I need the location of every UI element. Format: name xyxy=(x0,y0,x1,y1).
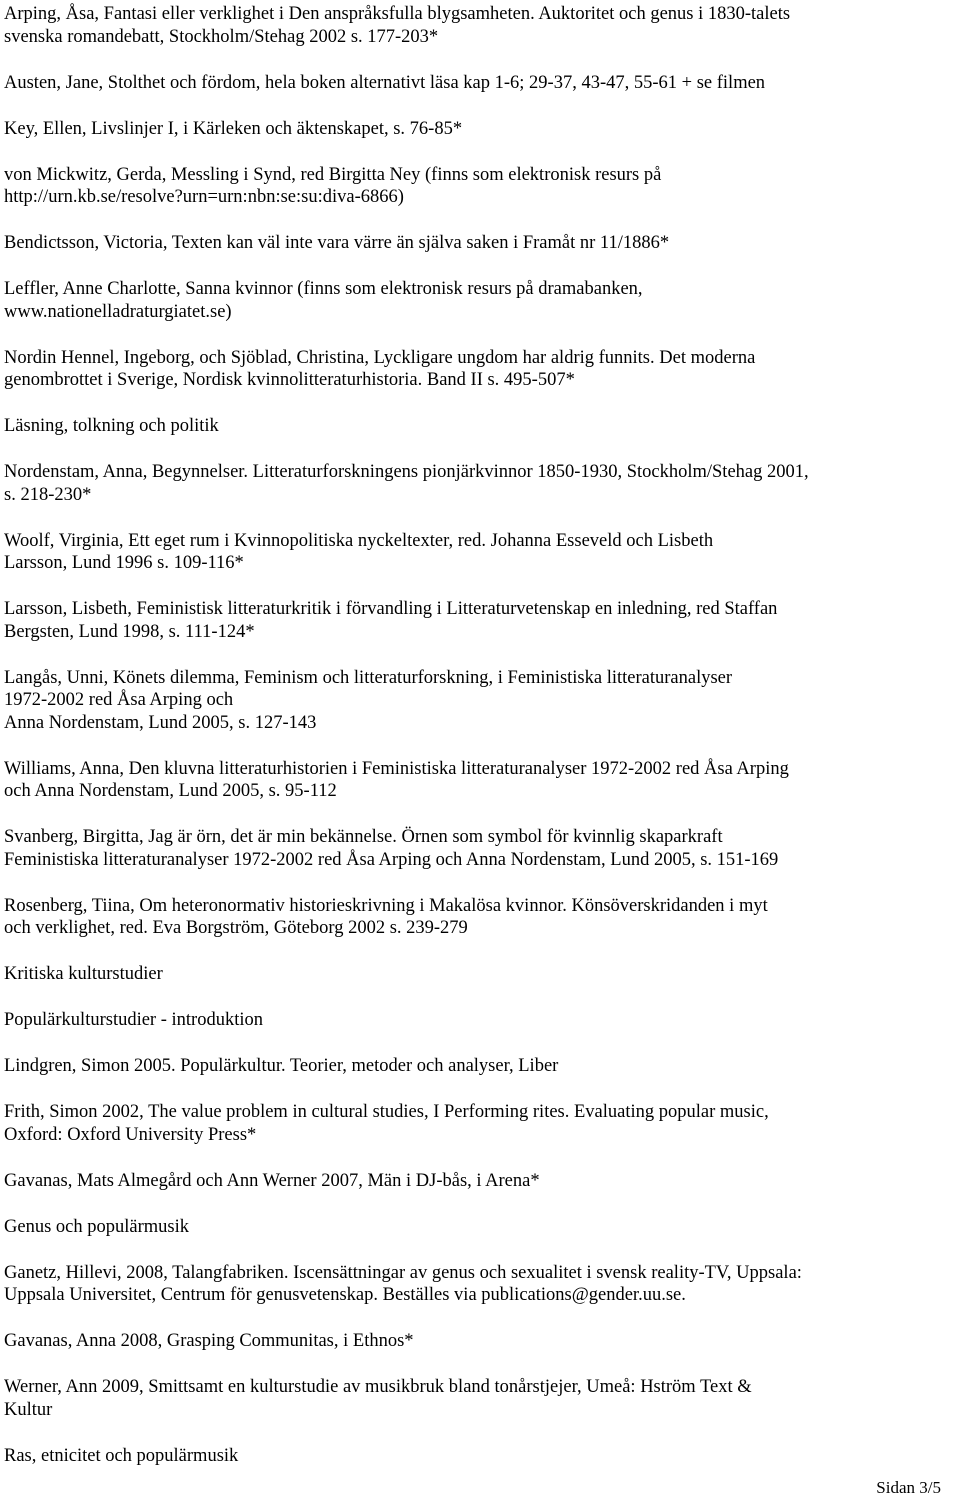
reference-entry: Williams, Anna, Den kluvna litteraturhistorien i Feministiska litteraturanalyser 1972-2002 red Åsa Arping och Anna Nordenstam, Lund 2005, s. 95-112 xyxy=(4,758,789,801)
reference-entry: Rosenberg, Tiina, Om heteronormativ historieskrivning i Makalösa kvinnor. Könsöverskridanden i myt och verklighet, red. Eva Borgström, Göteborg 2002 s. 239-279 xyxy=(4,895,768,938)
reference-entry: Leffler, Anne Charlotte, Sanna kvinnor (finns som elektronisk resurs på dramabanken, www.nationelladraturgiatet.se) xyxy=(4,279,643,322)
reference-entry: Lindgren, Simon 2005. Populärkultur. Teorier, metoder och analyser, Liber xyxy=(4,1056,559,1076)
reference-entry: Ganetz, Hillevi, 2008, Talangfabriken. Iscensättningar av genus och sexualitet i svensk reality-TV, Uppsala: Uppsala Universitet, Centrum för genusvetenskap. Beställes via publications@gender.uu.se. xyxy=(4,1262,802,1305)
reference-entry: Bendictsson, Victoria, Texten kan väl inte vara värre än själva saken i Framåt nr 11/1886* xyxy=(4,233,670,253)
reference-entry: von Mickwitz, Gerda, Messling i Synd, red Birgitta Ney (finns som elektronisk resurs på http://urn.kb.se/resolve?urn=urn:nbn:se:su:diva-6866) xyxy=(4,164,662,207)
reference-entry: Woolf, Virginia, Ett eget rum i Kvinnopolitiska nyckeltexter, red. Johanna Esseveld och Lisbeth Larsson, Lund 1996 s. 109-116* xyxy=(4,530,714,573)
section-heading: Ras, etnicitet och populärmusik xyxy=(4,1445,239,1466)
reference-entry: Nordin Hennel, Ingeborg, och Sjöblad, Christina, Lyckligare ungdom har aldrig funnits. Det moderna genombrottet i Sverige, Nordisk kvinnolitteraturhistoria. Band II s. 495-507* xyxy=(4,347,756,390)
reference-entry: Key, Ellen, Livslinjer I, i Kärleken och äktenskapet, s. 76-85* xyxy=(4,118,463,139)
reference-entry: Svanberg, Birgitta, Jag är örn, det är min bekännelse. Örnen som symbol för kvinnlig skaparkraft Feministiska litteraturanalyser 1972-2002 red Åsa Arping och Anna Nordenstam, Lund 2005, s. 151-169 xyxy=(4,827,779,870)
section-heading: Genus och populärmusik xyxy=(4,1216,189,1237)
reference-entry: Austen, Jane, Stolthet och fördom, hela boken alternativt läsa kap 1-6; 29-37, 43-47, 55-61 + se filmen xyxy=(4,72,766,93)
section-heading: Populärkulturstudier - introduktion xyxy=(4,1010,263,1030)
bibliography-page xyxy=(4,3,956,1491)
reference-entry: Arping, Åsa, Fantasi eller verklighet i Den anspråksfulla blygsamheten. Auktoritet och genus i 1830-talets svenska romandebatt, Stockholm/Stehag 2002 s. 177-203* xyxy=(4,4,791,47)
section-heading: Läsning, tolkning och politik xyxy=(4,416,219,436)
reference-entry: Langås, Unni, Könets dilemma, Feminism och litteraturforskning, i Feministiska litteraturanalyser 1972-2002 red Åsa Arping och Anna Nordenstam, Lund 2005, s. 127-143 xyxy=(4,667,733,733)
reference-entry: Gavanas, Anna 2008, Grasping Communitas, i Ethnos* xyxy=(4,1331,414,1351)
page-number: Sidan 3/5 xyxy=(876,1478,941,1497)
reference-entry: Frith, Simon 2002, The value problem in cultural studies, I Performing rites. Evaluating popular music, Oxford: Oxford University Press* xyxy=(4,1102,769,1145)
reference-entry: Nordenstam, Anna, Begynnelser. Litteraturforskningens pionjärkvinnor 1850-1930, Stockholm/Stehag 2001, s. 218-230* xyxy=(4,462,809,505)
reference-entry: Gavanas, Mats Almegård och Ann Werner 2007, Män i DJ-bås, i Arena* xyxy=(4,1170,540,1191)
reference-entry: Werner, Ann 2009, Smittsamt en kulturstudie av musikbruk bland tonårstjejer, Umeå: Hström Text & Kultur xyxy=(4,1377,752,1420)
reference-entry: Larsson, Lisbeth, Feministisk litteraturkritik i förvandling i Litteraturvetenskap en inledning, red Staffan Bergsten, Lund 1998, s. 111-124* xyxy=(4,599,778,642)
section-heading: Kritiska kulturstudier xyxy=(4,964,163,984)
